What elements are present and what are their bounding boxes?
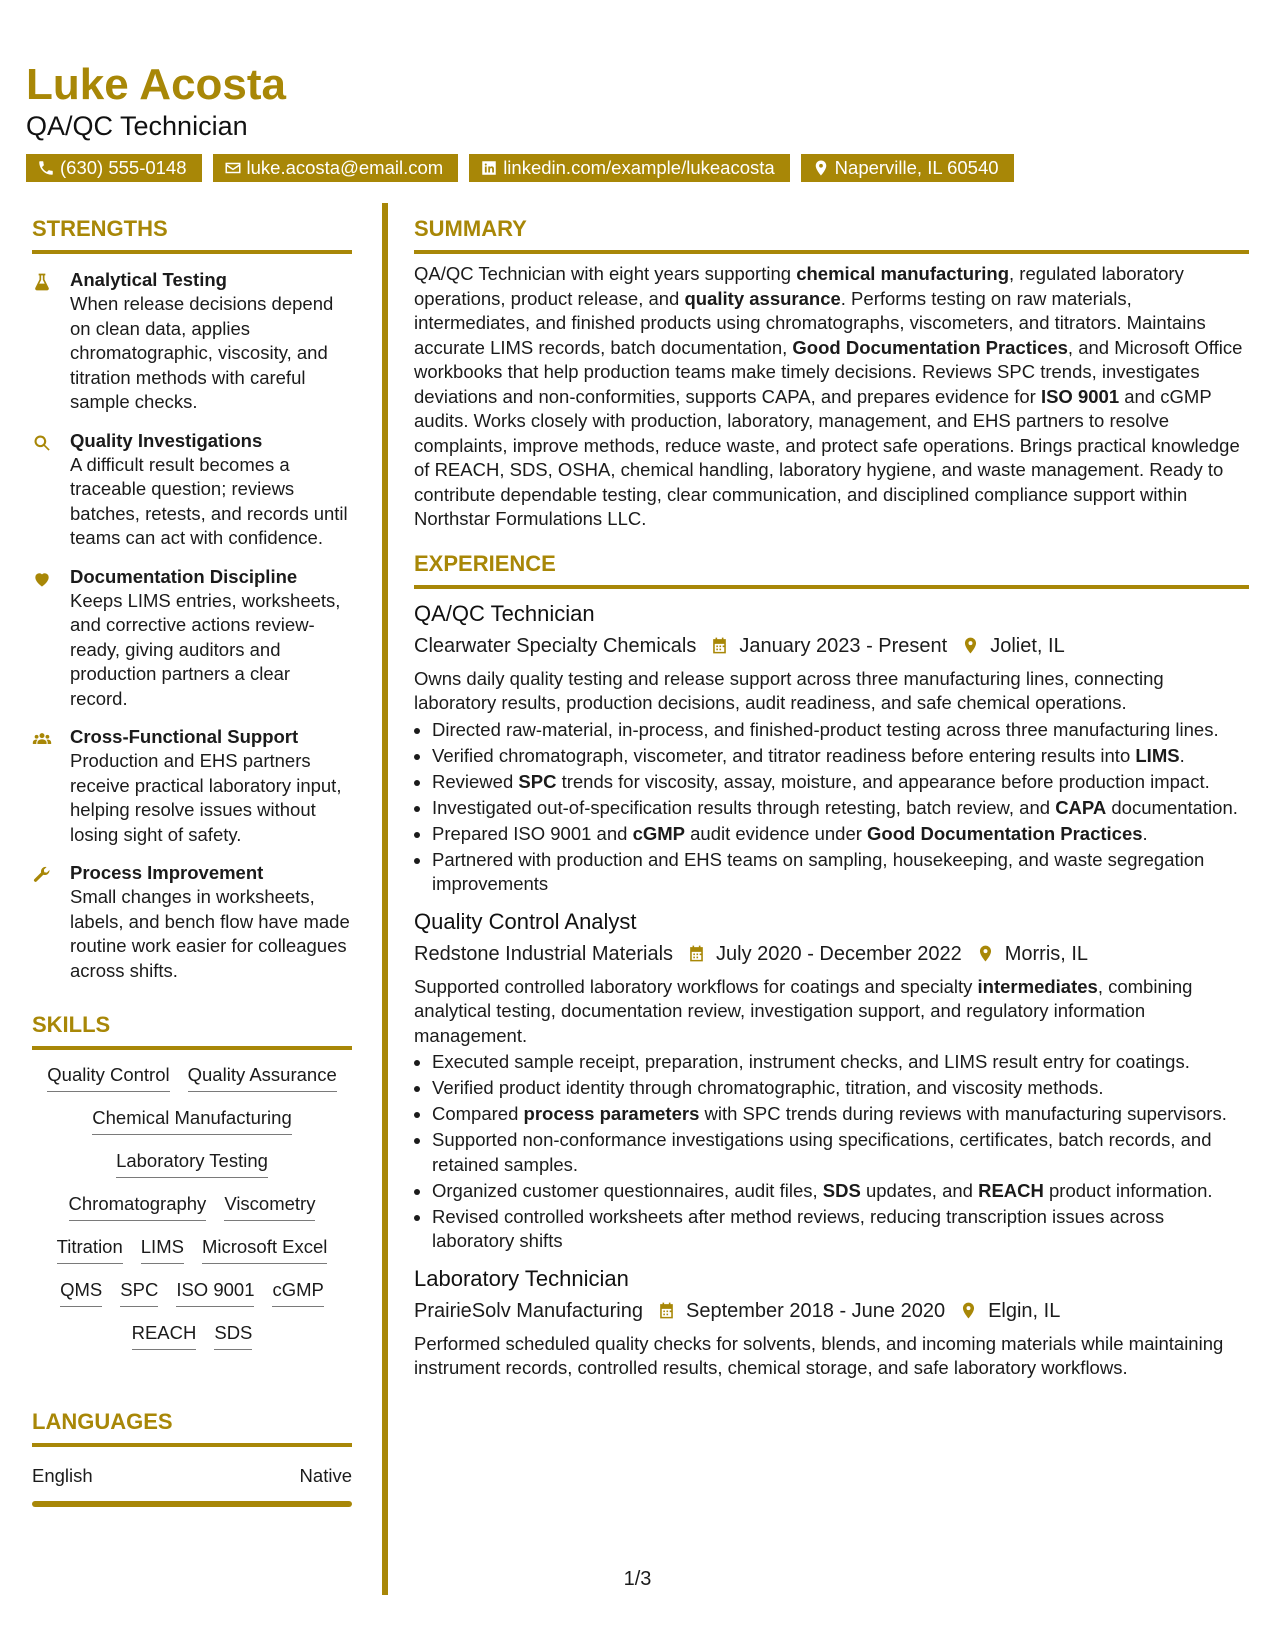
linkedin-icon [480, 159, 498, 177]
strengths-heading: STRENGTHS [32, 216, 168, 241]
column-divider [382, 203, 388, 1595]
text-run: updates, and [860, 1179, 979, 1201]
strength-heading: Analytical Testing [70, 269, 227, 290]
skill-tag: ISO 9001 [176, 1277, 254, 1307]
skills-row [32, 1320, 352, 1350]
text-run: Directed raw-material, in-process, and finished-product testing across three manufacturing lines. [432, 718, 1219, 740]
skill-tag: Microsoft Excel [202, 1234, 327, 1264]
text-run: , regulated laboratory operations, product release, and [414, 263, 1184, 309]
contact-text: luke.acosta@email.com [246, 157, 444, 178]
text-run: Prepared ISO 9001 and [432, 822, 633, 844]
strength-heading: Process Improvement [70, 862, 264, 883]
skills-row [32, 1148, 352, 1178]
text-run: , and Microsoft Office workbooks that help production teams make timely decisions. Reviews SPC trends, investigates deviations and non-conformities, supports CAPA, and prepares evidence for [414, 336, 1243, 407]
skill-tag: SDS [214, 1320, 252, 1350]
text-run: audit evidence under [685, 822, 868, 844]
job-dates: July 2020 - December 2022 [716, 942, 962, 965]
text-run: Verified chromatograph, viscometer, and titrator readiness before entering results into [432, 744, 1136, 766]
right-column [414, 203, 1249, 1381]
experience-heading: EXPERIENCE [414, 550, 556, 576]
skill-tag: QMS [60, 1277, 102, 1307]
skill-tag: Laboratory Testing [116, 1148, 268, 1178]
skills-row [32, 1062, 352, 1092]
language-name: English [32, 1465, 93, 1486]
strength-description: Small changes in worksheets, labels, and bench flow have made routine work easier for colleagues across shifts. [70, 886, 350, 981]
bullet-item [432, 1128, 1249, 1177]
section-rule [414, 250, 1249, 254]
text-run: . Performs testing on raw materials, intermediates, and finished products using chromatographs, viscometers, and titrators. Maintains accurate LIMS records, batch documentation, [414, 287, 1206, 358]
job-title: Quality Control Analyst [414, 908, 637, 934]
contact-text: linkedin.com/example/lukeacosta [503, 157, 775, 178]
section-rule [32, 1046, 352, 1050]
text-run: Verified product identity through chromatographic, titration, and viscosity methods. [432, 1077, 1104, 1098]
text-run: Organized customer questionnaires, audit files, [432, 1179, 823, 1201]
strength-icon-wrap [32, 725, 70, 847]
section-rule [414, 585, 1249, 589]
bullet-item [432, 796, 1249, 821]
bullet-item [432, 1076, 1249, 1101]
strength-description: A difficult result becomes a traceable question; reviews batches, retests, and records until teams can act with confidence. [70, 453, 348, 548]
calendar-icon [710, 636, 729, 655]
summary-heading: SUMMARY [414, 216, 527, 241]
wrench-icon [32, 865, 52, 885]
job-meta [414, 1296, 1249, 1326]
emphasis-text: ISO 9001 [1040, 385, 1120, 407]
job-location: Joliet, IL [990, 634, 1065, 657]
contact-bar [26, 154, 1249, 182]
location-pin-icon [976, 944, 995, 963]
languages-list [32, 1463, 352, 1507]
strength-description: When release decisions depend on clean data, applies chromatographic, viscosity, and titration methods with careful sample checks. [70, 293, 334, 412]
summary-text [414, 262, 1249, 532]
text-run: Performed scheduled quality checks for solvents, blends, and incoming materials while maintaining instrument records, controlled results, chemical storage, and safe laboratory workflows. [414, 1332, 1224, 1378]
bullet-item [432, 770, 1249, 795]
users-icon [32, 729, 52, 749]
language-level: Native [299, 1465, 352, 1486]
page-number: 1/3 [623, 1568, 652, 1590]
contact-chip[interactable] [801, 154, 1014, 182]
emphasis-text: process parameters [523, 1103, 700, 1124]
skill-tag: SPC [120, 1277, 158, 1307]
text-run: product information. [1043, 1179, 1213, 1201]
job-meta [414, 939, 1249, 969]
job-dates: January 2023 - Present [739, 634, 948, 657]
text-run: Executed sample receipt, preparation, instrument checks, and LIMS result entry for coatings. [432, 1051, 1190, 1072]
location-pin-icon [959, 1301, 978, 1320]
skill-tag: Viscometry [224, 1191, 315, 1221]
job-entry [414, 1264, 1249, 1381]
emphasis-text: Good Documentation Practices [792, 336, 1068, 358]
bullet-item [432, 718, 1249, 743]
bullet-item [432, 1179, 1249, 1204]
skills-row [32, 1191, 352, 1221]
contact-text: Naperville, IL 60540 [834, 157, 999, 178]
emphasis-text: chemical manufacturing [796, 263, 1009, 284]
skill-tag: Quality Control [47, 1062, 169, 1092]
candidate-title: QA/QC Technician [26, 111, 248, 141]
emphasis-text: SPC [518, 770, 557, 792]
bullet-item [432, 848, 1249, 897]
magnifier-icon [32, 433, 52, 453]
strength-item [32, 861, 352, 983]
text-run: Revised controlled worksheets after method reviews, reducing transcription issues across laboratory shifts [432, 1205, 1165, 1251]
bullet-item [432, 1102, 1249, 1127]
skill-tag: Titration [57, 1234, 123, 1264]
skill-tag: REACH [132, 1320, 197, 1350]
job-location: Morris, IL [1004, 942, 1089, 965]
strength-description: Keeps LIMS entries, worksheets, and corrective actions review-ready, giving auditors and production partners a clear record. [70, 589, 341, 709]
candidate-name: Luke Acosta [26, 60, 287, 109]
envelope-icon [224, 159, 242, 177]
language-level-bar [32, 1501, 352, 1507]
resume-header [26, 60, 1249, 182]
strength-heading: Documentation Discipline [70, 565, 298, 587]
left-column [32, 203, 352, 1507]
strength-item [32, 565, 352, 712]
bullet-item [432, 744, 1249, 769]
strength-icon-wrap [32, 268, 70, 415]
skills-row [32, 1234, 352, 1264]
skill-tag: Chromatography [69, 1191, 207, 1221]
emphasis-text: LIMS [1135, 744, 1180, 766]
strengths-list [32, 268, 352, 983]
job-description [414, 975, 1249, 1049]
strength-item [32, 429, 352, 551]
skill-tag: cGMP [272, 1277, 323, 1307]
strength-heading: Quality Investigations [70, 429, 263, 451]
skills-row [32, 1105, 352, 1135]
calendar-icon [657, 1301, 676, 1320]
skills-heading: SKILLS [32, 1012, 111, 1037]
job-description [414, 1332, 1249, 1381]
experience-list [414, 599, 1249, 1381]
company-name: Clearwater Specialty Chemicals [414, 634, 697, 657]
text-run: . [1142, 822, 1148, 844]
flask-icon [32, 272, 52, 292]
emphasis-text: Good Documentation Practices [867, 822, 1143, 844]
skill-tag: LIMS [141, 1234, 184, 1264]
job-description [414, 667, 1249, 716]
emphasis-text: cGMP [632, 822, 685, 844]
emphasis-text: CAPA [1055, 796, 1107, 818]
job-title: Laboratory Technician [414, 1265, 629, 1291]
bullet-item [432, 1205, 1249, 1254]
skill-tag: Chemical Manufacturing [92, 1105, 291, 1135]
job-dates: September 2018 - June 2020 [686, 1299, 946, 1322]
emphasis-text: SDS [822, 1179, 861, 1201]
location-pin-icon [812, 159, 830, 177]
text-run: Compared [432, 1103, 524, 1124]
company-name: Redstone Industrial Materials [414, 942, 674, 965]
contact-chip[interactable] [213, 154, 459, 182]
text-run: Supported controlled laboratory workflows for coatings and specialty [414, 975, 978, 997]
bullet-item [432, 822, 1249, 847]
text-run: and cGMP audits. Works closely with production, laboratory, management, and EHS partners to resolve complaints, improve methods, reduce waste, and protect safe operations. Brings practical knowledge of REACH, SDS, OSHA, chemical handling, laboratory hygiene, and waste management. Ready to contribute dependable testing, clear communication, and disciplined compliance support within Northstar Formulations LLC. [414, 385, 1240, 529]
contact-chip[interactable] [469, 154, 789, 182]
heart-icon [32, 569, 52, 589]
text-run: Reviewed [432, 770, 519, 792]
language-row [32, 1463, 352, 1489]
text-run: . [1179, 744, 1185, 766]
text-run: Owns daily quality testing and release support across three manufacturing lines, connecting laboratory results, production decisions, audit readiness, and safe chemical operations. [414, 667, 1164, 713]
bullet-item [432, 1050, 1249, 1075]
emphasis-text: intermediates [977, 975, 1098, 997]
job-entry [414, 599, 1249, 897]
section-rule [32, 1443, 352, 1447]
text-run: QA/QC Technician with eight years supporting [414, 263, 797, 284]
text-run: Partnered with production and EHS teams on sampling, housekeeping, and waste segregation improvements [432, 848, 1205, 894]
job-meta [414, 631, 1249, 661]
languages-heading: LANGUAGES [32, 1409, 173, 1434]
strength-item [32, 725, 352, 847]
skills-row [32, 1277, 352, 1307]
company-name: PrairieSolv Manufacturing [414, 1299, 643, 1322]
strength-item [32, 268, 352, 415]
strength-icon-wrap [32, 429, 70, 551]
strength-icon-wrap [32, 861, 70, 983]
text-run: , combining analytical testing, documentation review, investigation support, and regulatory information management. [414, 975, 1193, 1046]
section-rule [32, 250, 352, 254]
contact-text: (630) 555-0148 [60, 157, 187, 178]
location-pin-icon [961, 636, 980, 655]
job-bullets [414, 718, 1249, 897]
emphasis-text: REACH [978, 1179, 1044, 1201]
job-bullets [414, 1050, 1249, 1254]
text-run: with SPC trends during reviews with manufacturing supervisors. [699, 1103, 1227, 1124]
strength-icon-wrap [32, 565, 70, 712]
text-run: trends for viscosity, assay, moisture, and appearance before production impact. [556, 770, 1210, 792]
contact-chip[interactable] [26, 154, 202, 182]
skills-list [32, 1062, 352, 1350]
text-run: documentation. [1106, 796, 1238, 818]
calendar-icon [687, 944, 706, 963]
skill-tag: Quality Assurance [188, 1062, 337, 1092]
job-location: Elgin, IL [988, 1299, 1061, 1322]
strength-heading: Cross-Functional Support [70, 726, 299, 747]
text-run: Supported non-conformance investigations using specifications, certificates, batch records, and retained samples. [432, 1129, 1212, 1175]
phone-icon [37, 159, 55, 177]
job-title: QA/QC Technician [414, 600, 595, 626]
job-entry [414, 907, 1249, 1254]
text-run: Investigated out-of-specification results through retesting, batch review, and [432, 796, 1056, 818]
emphasis-text: quality assurance [684, 287, 841, 309]
strength-description: Production and EHS partners receive practical laboratory input, helping resolve issues without losing sight of safety. [70, 750, 342, 845]
